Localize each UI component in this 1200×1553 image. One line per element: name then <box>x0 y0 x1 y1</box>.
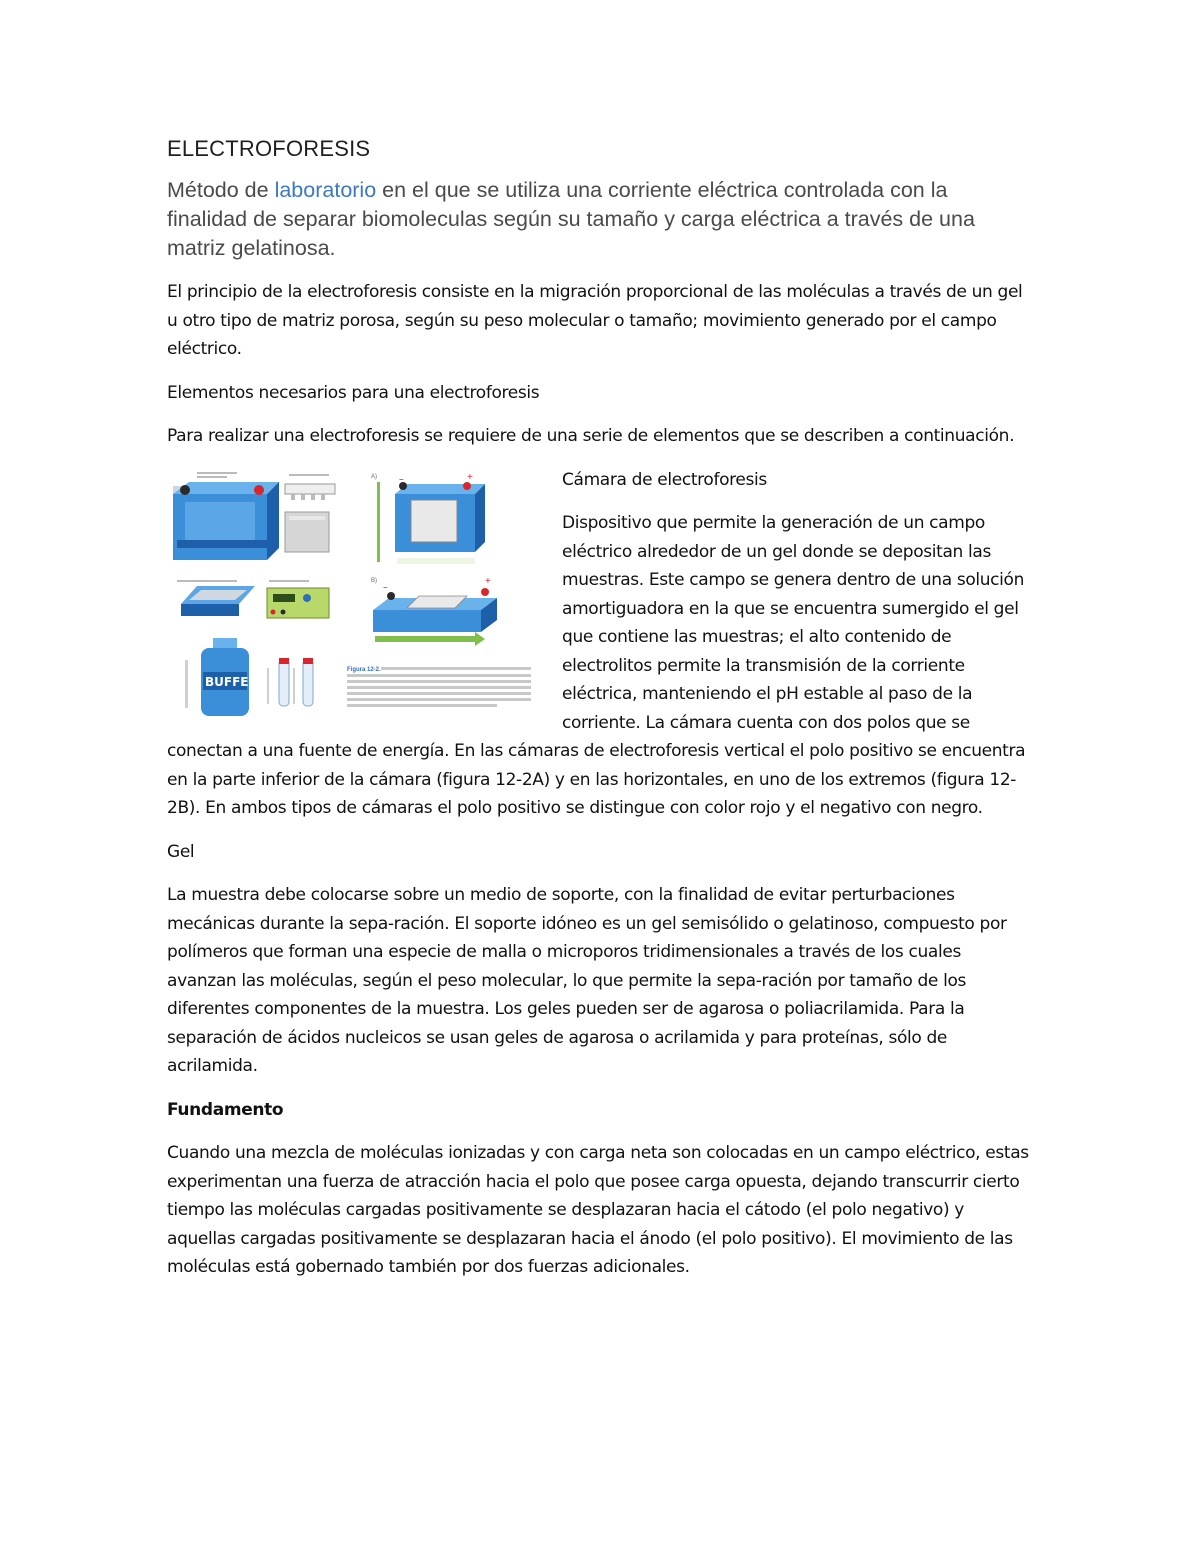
paragraph-gel: La muestra debe colocarse sobre un medio de soporte, con la finalidad de evitar perturbaciones mecánicas durante la sepa-ración. El soporte idóneo es un gel semisólido o gelatinoso, compuesto por polímeros que forman una especie de malla o microporos tridimensionales a través de los cuales avanzan las moléculas, según el peso molecular, lo que permite la sepa-ración por tamaño de los diferentes componentes de la muestra. Los geles pueden ser de agarosa o poliacrilamida. Para la separación de ácidos nucleicos se usan geles de agarosa o acrilamida y para proteínas, sólo de acrilamida. <box>167 885 1007 1076</box>
paragraph-principio: El principio de la electroforesis consiste en la migración proporcional de las moléculas a través de un gel u otro tipo de matriz porosa, según su peso molecular o tamaño; movimiento generado por el campo eléctrico. <box>167 282 1023 359</box>
panel-a-illustration <box>371 472 485 564</box>
gel-plates-illustration <box>285 474 335 552</box>
heading-camara: Cámara de electroforesis <box>562 469 767 490</box>
svg-text:+: + <box>485 575 491 587</box>
buffer-bottle-illustration <box>185 638 258 716</box>
paragraph-camara: Dispositivo que permite la generación de un campo eléctrico alrededor de un gel donde se depositan las muestras. Este campo se genera dentro de una solución amortiguadora en la que se encuentra sumergido el gel que contiene las muestras; el alto contenido de electrolitos permite la transmisión de la corriente eléctrica, manteniendo el pH estable al paso de la corriente. La cámara cuenta con dos polos que se conectan a una fuente de energía. En las cámaras de electroforesis vertical el polo positivo se encuentra en la parte inferior de la cámara (figura 12-2A) y en las horizontales, en uno de los extremos (figura 12-2B). En ambos tipos de cámaras el polo positivo se distingue con color rojo y el negativo con negro. <box>167 513 1026 818</box>
paragraph-elementos-intro: Para realizar una electroforesis se requiere de una serie de elementos que se describen a continuación. <box>167 426 1015 446</box>
heading-elementos: Elementos necesarios para una electroforesis <box>167 382 540 403</box>
paragraph-fundamento: Cuando una mezcla de moléculas ionizadas y con carga neta son colocadas en un campo eléctrico, estas experimentan una fuerza de atracción hacia el polo que posee carga opuesta, dejando transcurrir cierto tiempo las moléculas cargadas positivamente se desplazaran hacia el cátodo (el polo negativo) y aquellas cargadas positivamente se desplazaran hacia el ánodo (el polo positivo). El movimiento de las moléculas está gobernado también por dos fuerzas adicionales. <box>167 1143 1029 1277</box>
electrophoresis-figure <box>167 468 537 720</box>
heading-gel: Gel <box>167 841 195 862</box>
panel-a-label: A) <box>371 473 377 480</box>
lead-paragraph <box>167 176 1033 263</box>
figure-illustration <box>167 468 537 720</box>
laboratorio-link[interactable]: laboratorio <box>274 178 377 202</box>
vertical-chamber-illustration <box>173 472 279 560</box>
figure-caption <box>347 667 531 707</box>
power-supply-illustration <box>267 580 329 618</box>
panel-b-label: B) <box>371 577 377 584</box>
panel-b-illustration <box>371 576 497 646</box>
heading-fundamento: Fundamento <box>167 1099 284 1120</box>
document-content <box>167 136 1033 1297</box>
buffer-label: BUFFER <box>205 674 258 689</box>
svg-text:+: + <box>467 471 473 483</box>
sample-tubes-illustration <box>267 658 313 706</box>
svg-text:−: − <box>399 474 404 484</box>
page-title: ELECTROFORESIS <box>167 136 371 161</box>
lead-text-1: Método de <box>167 178 275 202</box>
gel-tray-illustration <box>177 580 255 616</box>
svg-text:−: − <box>383 582 388 592</box>
caption-label: Figura 12-2. <box>347 666 381 673</box>
lead-text-2: en el que se utiliza una corriente eléctrica controlada con la finalidad de separar biomoleculas según su tamaño y carga eléctrica a través de una matriz gelatinosa. <box>167 178 975 260</box>
